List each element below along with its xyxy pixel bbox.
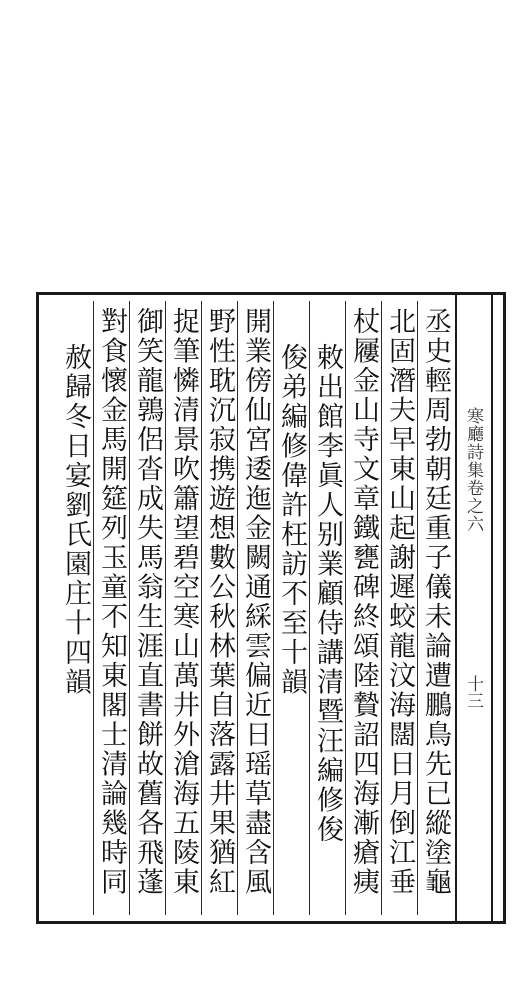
text-column-4 [309, 301, 345, 915]
text-column-2 [381, 301, 417, 915]
text-column-1 [417, 301, 453, 915]
column-text: 御笑龍鶉侶沓成失馬翁生涯直書餅故舊各飛蓬 [132, 307, 163, 897]
column-text: 丞史輕周勃朝廷重子儀未論遭鵬鳥先已縱塗龜 [420, 307, 451, 897]
column-text: 開業傍仙宮逶迤金闕通綵雲偏近日瑶草盡含風 [240, 307, 271, 897]
text-column-11 [57, 301, 93, 915]
column-text: 杖屨金山寺文章鐵甕碑終頌陸贄詔四海漸瘡痍 [348, 307, 379, 897]
text-column-10 [93, 301, 129, 915]
text-column-8 [165, 301, 201, 915]
text-area [53, 301, 453, 915]
column-text: 對食懷金馬開筵列玉童不知東閣士清論幾時同 [96, 307, 127, 897]
column-text: 捉筆憐清景吹簫望碧空寒山萬井外滄海五陵東 [168, 307, 199, 897]
page-block [36, 292, 506, 924]
text-column-5 [273, 301, 309, 915]
margin-strip [455, 295, 493, 921]
column-text: 北固潛夫早東山起謝遲蛟龍汶海闊日月倒江垂 [384, 307, 415, 897]
margin-title: 寒廳詩集卷之六 [463, 407, 483, 533]
text-column-9 [129, 301, 165, 915]
column-text: 俊弟編修偉許枉訪不至十韻 [276, 343, 307, 697]
text-column-6 [237, 301, 273, 915]
column-text: 赦歸冬日宴劉氏園庄十四韻 [60, 343, 91, 697]
margin-page-number: 十三 [463, 675, 483, 709]
column-text: 野性耽沉寂携遊想數公秋林葉自落露井果猶紅 [204, 307, 235, 897]
text-column-7 [201, 301, 237, 915]
text-column-3 [345, 301, 381, 915]
column-text: 敕出館李眞人别業顧侍講清暨汪編修俊 [312, 343, 343, 845]
